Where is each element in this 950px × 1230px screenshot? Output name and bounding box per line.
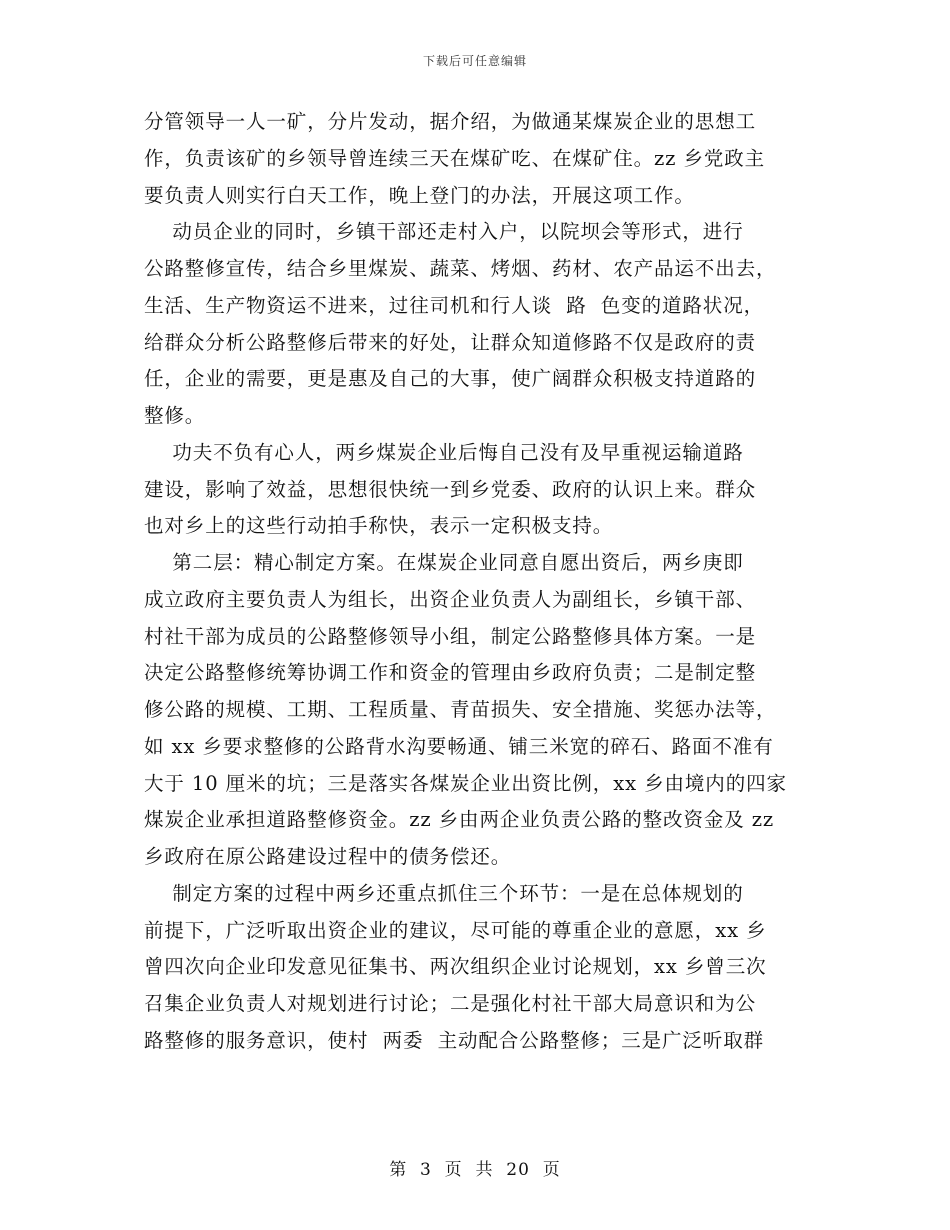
text-line: 公路整修宣传，结合乡里煤炭、蔬菜、烤烟、药材、农产品运不出去，	[144, 257, 777, 280]
text-line: 整修。	[144, 404, 206, 427]
text-line: 作，负责该矿的乡领导曾连续三天在煤矿吃、在煤矿住。zz 乡党政主	[144, 146, 766, 170]
text-line: 动员企业的同时，乡镇干部还走村入户，以院坝会等形式，进行	[144, 220, 744, 244]
text-line: 要负责人则实行白天工作，晚上登门的办法，开展这项工作。	[144, 183, 695, 207]
text-line: 决定公路整修统筹协调工作和资金的管理由乡政府负责；二是制定整	[144, 661, 757, 685]
text-line: 成立政府主要负责人为组长，出资企业负责人为副组长，乡镇干部、	[144, 587, 757, 611]
text-line: 也对乡上的这些行动拍手称快，表示一定积极支持。	[144, 514, 614, 538]
text-line: 生活、生产物资运不进来，过往司机和行人谈 路 色变的道路状况，	[144, 293, 764, 317]
text-line: 功夫不负有心人，两乡煤炭企业后悔自己没有及早重视运输道路	[144, 440, 744, 464]
text-line: 第二层：精心制定方案。在煤炭企业同意自愿出资后，两乡庚即	[144, 551, 744, 574]
text-line: 前提下，广泛听取出资企业的建议，尽可能的尊重企业的意愿，xx 乡	[144, 918, 767, 942]
text-line: 大于 10 厘米的坑；三是落实各煤炭企业出资比例，xx 乡由境内的四家	[144, 771, 787, 795]
text-line: 乡政府在原公路建设过程中的债务偿还。	[144, 845, 512, 868]
text-line: 曾四次向企业印发意见征集书、两次组织企业讨论规划，xx 乡曾三次	[144, 955, 767, 979]
text-line: 煤炭企业承担道路整修资金。zz 乡由两企业负责公路的整改资金及 zz	[144, 808, 775, 832]
page-header-note: 下载后可任意编辑	[422, 54, 527, 68]
text-line: 建设，影响了效益，思想很快统一到乡党委、政府的认识上来。群众	[144, 477, 757, 501]
text-line: 召集企业负责人对规划进行讨论；二是强化村社干部大局意识和为公	[144, 992, 757, 1015]
text-line: 制定方案的过程中两乡还重点抓住三个环节：一是在总体规划的	[144, 881, 744, 905]
text-line: 分管领导一人一矿，分片发动，据介绍，为做通某煤炭企业的思想工	[144, 110, 757, 133]
text-line: 修公路的规模、工期、工程质量、青苗损失、安全措施、奖惩办法等，	[144, 698, 777, 721]
text-line: 给群众分析公路整修后带来的好处，让群众知道修路不仅是政府的责	[144, 330, 757, 354]
document-body	[144, 104, 809, 1060]
text-line: 村社干部为成员的公路整修领导小组，制定公路整修具体方案。一是	[144, 624, 757, 648]
text-line: 路整修的服务意识，使村 两委 主动配合公路整修；三是广泛听取群	[144, 1028, 764, 1052]
text-line: 如 xx 乡要求整修的公路背水沟要畅通、铺三米宽的碎石、路面不准有	[144, 734, 774, 758]
text-line: 任，企业的需要，更是惠及自己的大事，使广阔群众积极支持道路的	[144, 367, 757, 391]
page-number-footer: 第 3 页 共 20 页	[389, 1160, 561, 1180]
